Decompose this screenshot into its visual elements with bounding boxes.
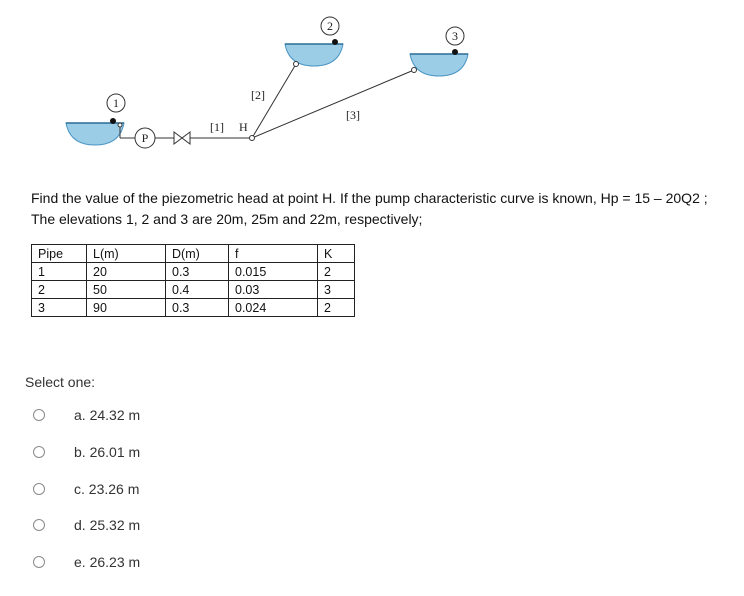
cell: 1 [32, 263, 87, 281]
radio-button-a[interactable] [33, 409, 45, 421]
reservoir-1-marker [110, 118, 116, 124]
cell: 20 [87, 263, 166, 281]
cell: 0.024 [229, 299, 318, 317]
option-b-label[interactable]: b. 26.01 m [74, 444, 141, 460]
table-header-row [32, 245, 355, 263]
cell: 0.3 [166, 299, 229, 317]
node-2-label [321, 17, 339, 35]
reservoir-3-marker [452, 49, 458, 55]
cell: 3 [32, 299, 87, 317]
header-pipe: Pipe [32, 245, 87, 263]
header-friction: f [229, 245, 318, 263]
node-1-label [107, 94, 125, 112]
option-a[interactable] [33, 404, 140, 426]
pipe-3-end-node [412, 68, 417, 73]
question-text: Find the value of the piezometric head at point H. If the pump characteristic curve is known, Hp = 15 – 20Q2 ; The elevations 1, 2 and 3 are 20m, 25m and 22m, respectively; [31, 190, 708, 227]
option-d-label[interactable]: d. 25.32 m [74, 517, 141, 533]
reservoir-3 [410, 54, 468, 76]
option-c-label[interactable]: c. 23.26 m [74, 481, 140, 497]
radio-button-b[interactable] [33, 446, 45, 458]
radio-button-c[interactable] [33, 483, 45, 495]
option-c[interactable] [33, 478, 139, 500]
table-row [32, 281, 355, 299]
pipe-3-label: [3] [346, 108, 360, 122]
option-b[interactable] [33, 441, 140, 463]
radio-button-e[interactable] [33, 556, 45, 568]
header-k: K [318, 245, 355, 263]
pipe-data-table [31, 244, 355, 317]
svg-text:3: 3 [452, 29, 458, 43]
pump-label: P [141, 131, 149, 145]
radio-button-d[interactable] [33, 519, 45, 531]
cell: 0.4 [166, 281, 229, 299]
cell: 0.3 [166, 263, 229, 281]
option-e[interactable] [33, 551, 140, 573]
header-length: L(m) [87, 245, 166, 263]
reservoir-1 [66, 123, 124, 145]
cell: 0.03 [229, 281, 318, 299]
svg-text:1: 1 [113, 96, 119, 110]
pipe-2-end-node [294, 62, 299, 67]
pipe-network-diagram [0, 0, 744, 185]
cell: 0.015 [229, 263, 318, 281]
pipe-3 [252, 70, 414, 138]
reservoir-2-marker [332, 39, 338, 45]
cell: 50 [87, 281, 166, 299]
cell: 90 [87, 299, 166, 317]
table-row [32, 299, 355, 317]
cell: 2 [32, 281, 87, 299]
cell: 3 [318, 281, 355, 299]
option-d[interactable] [33, 514, 140, 536]
pipe-2-label: [2] [251, 88, 265, 102]
pipe-1-start-node [118, 123, 122, 127]
valve-icon [174, 132, 190, 144]
junction-h-node [250, 136, 255, 141]
junction-h-label: H [239, 120, 248, 134]
node-3-label [446, 27, 464, 45]
option-a-label[interactable]: a. 24.32 m [74, 407, 141, 423]
pipe-1-label: [1] [210, 120, 224, 134]
option-e-label[interactable]: e. 26.23 m [74, 554, 141, 570]
svg-text:2: 2 [327, 19, 333, 33]
cell: 2 [318, 299, 355, 317]
pump-icon [135, 128, 155, 148]
cell: 2 [318, 263, 355, 281]
select-one-label: Select one: [25, 374, 96, 390]
header-diameter: D(m) [166, 245, 229, 263]
table-row [32, 263, 355, 281]
